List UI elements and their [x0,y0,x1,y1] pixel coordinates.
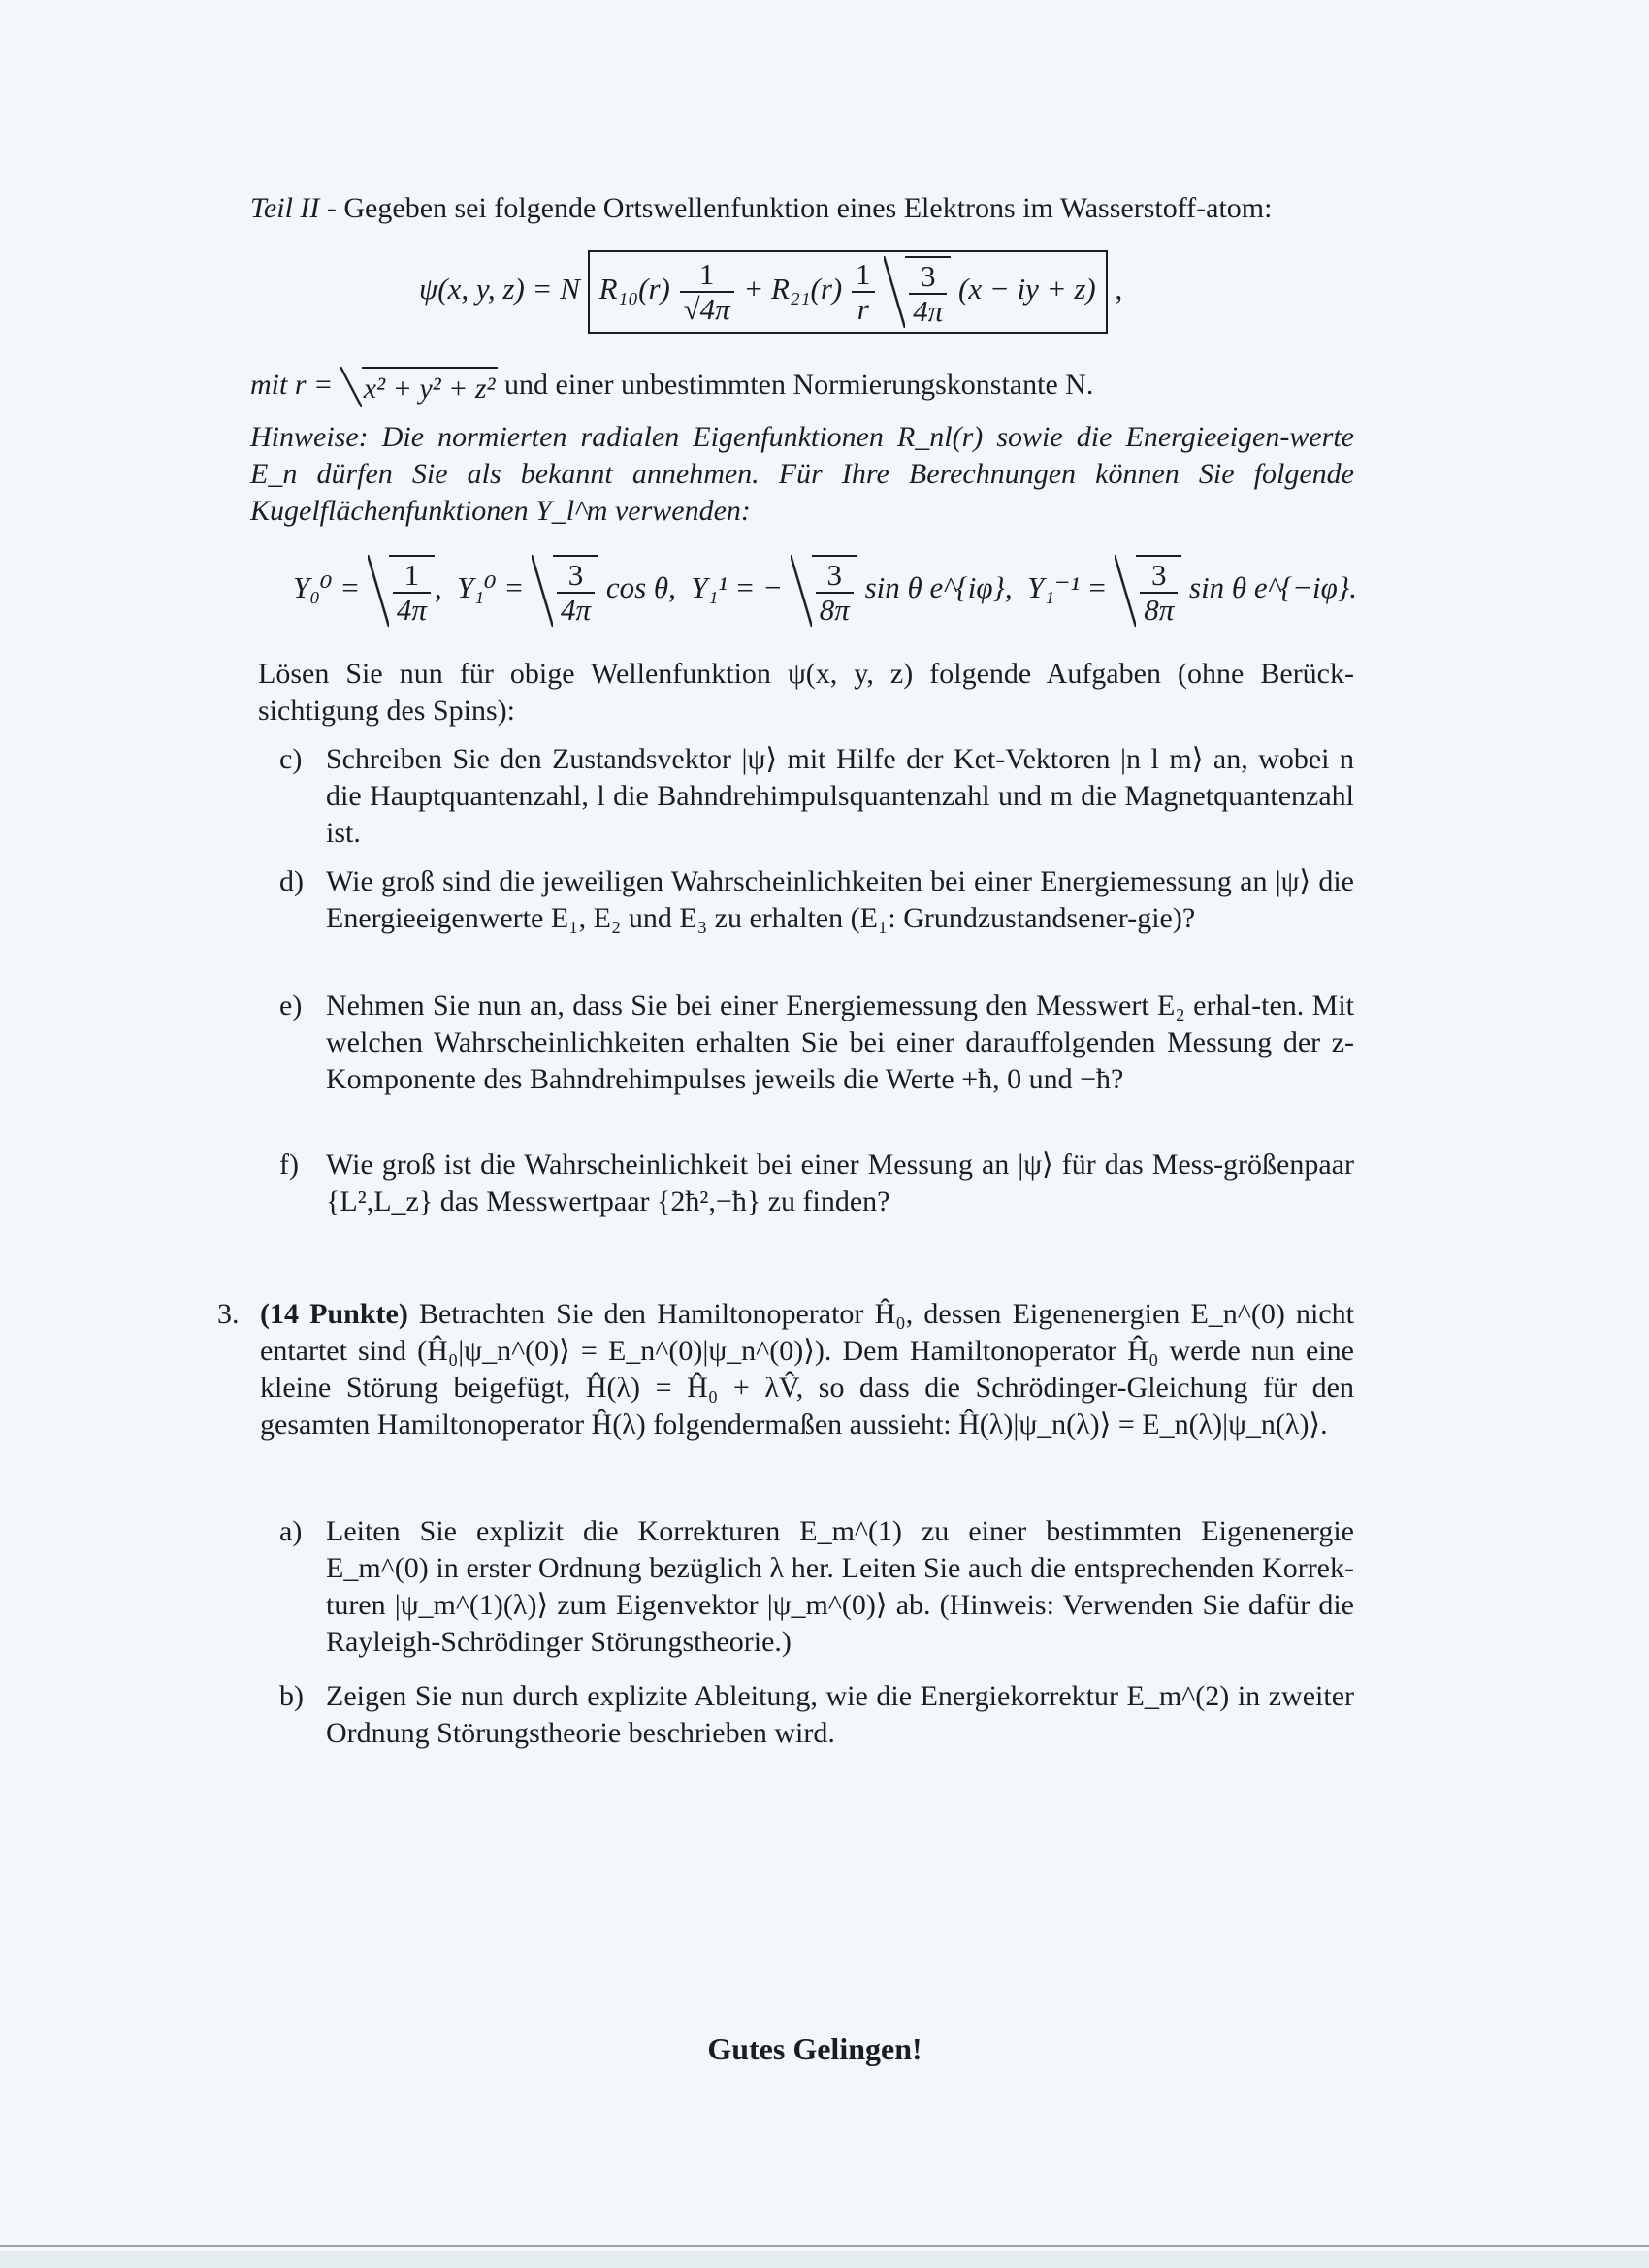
item-d [279,863,1354,937]
y10-label: Y₁⁰ = [457,570,525,605]
teil2-label: Teil II [250,192,320,224]
hinweise-paragraph: Hinweise: Die normierten radialen Eigenfunktionen R_nl(r) sowie die Energieeigen-werte E_n dürfen Sie als bekannt annehmen. Für Ihre Berechnungen können Sie folgende Kugelflächenfunktionen Y_l^m verwenden: [250,421,1354,527]
item-a-label: a) [279,1515,303,1547]
item-a [279,1513,1354,1661]
psi-bracket [588,250,1108,334]
cos-term: cos θ, [605,570,676,605]
psi-end: , [1115,272,1123,307]
y11-sqrt: $\frac{3}{8\pi}$ [791,555,857,627]
item-c-label: c) [279,743,303,775]
mit-b: und einer unbestimmten Normierungskonstante N. [497,369,1094,401]
item-f [279,1147,1354,1220]
loesen-paragraph: Lösen Sie nun für obige Wellenfunktion ψ(x, y, z) folgende Aufgaben (ohne Berück-sichtigung des Spins): [258,658,1354,727]
item-e-label: e) [279,989,303,1021]
item-b-text: Zeigen Sie nun durch explizite Ableitung, wie die Energiekorrektur E_m^(2) in zweiter Ordnung Störungstheorie beschrieben wird. [326,1680,1354,1749]
item-d-label: d) [279,865,304,897]
aufgabe3-points: (14 Punkte) [260,1298,408,1330]
y11-label: Y₁¹ = − [691,570,784,605]
y1m1-label: Y₁⁻¹ = [1027,570,1108,605]
item-c [279,741,1354,852]
y00-sqrt: $\frac{1}{4\pi}$ [368,555,435,627]
y00-label: Y₀⁰ = [293,570,361,605]
r-sqrt: x² + y² + z² [340,367,498,407]
scan-edge-line [0,2245,1649,2247]
frac-1-over-sqrt4pi: $\frac{1}{√4\pi}$ [680,258,734,326]
closing-text: Gutes Gelingen! [707,2031,922,2066]
item-f-text: Wie groß ist die Wahrscheinlichkeit bei einer Messung an |ψ⟩ für das Mess-größenpaar {L²,L_z} das Messwertpaar {2ħ²,−ħ} zu finden? [326,1149,1354,1217]
ylm-equation: Y₀⁰ = $\frac{1}{4\pi}$ , Y₁⁰ = $\frac{3}{4\pi}$ cos θ, Y₁¹ = − $\frac{3}{8\pi}$ sin θ e^{iφ}, Y₁⁻¹ = $\frac{3}{8\pi}$ sin θ e^{−iφ}. [293,555,1357,627]
sin-term-1: sin θ e^{iφ}, [864,570,1013,605]
item-b [279,1678,1354,1752]
item-f-label: f) [279,1149,299,1181]
r10-term: R₁₀(r) [598,272,670,307]
frac-1-over-r: $\frac{1}{r}$ [852,258,875,326]
teil2-intro-text: - Gegeben sei folgende Ortswellenfunktion eines Elektrons im Wasserstoff-atom: [319,192,1273,224]
aufgabe3 [217,1296,1355,1443]
y10-sqrt: $\frac{3}{4\pi}$ [532,555,598,627]
mit-line [250,367,1354,407]
item-e-text: Nehmen Sie nun an, dass Sie bei einer Energiemessung den Messwert E₂ erhal-ten. Mit welchen Wahrscheinlichkeiten erhalten Sie bei einer darauffolgenden Messung der z-Komponente des Bahndrehimpulses jeweils die Werte +ħ, 0 und −ħ? [326,989,1354,1095]
item-b-label: b) [279,1680,304,1712]
sqrt-3-over-4pi: $\frac{3}{4\pi}$ [884,256,951,328]
item-e [279,988,1354,1098]
r21-term: + R₂₁(r) [743,272,843,307]
item-d-text: Wie groß sind die jeweiligen Wahrscheinlichkeiten bei einer Energiemessung an |ψ⟩ die Energieeigenwerte E₁, E₂ und E₃ zu erhalten (E₁: Grundzustandsener-gie)? [326,865,1354,934]
sin-term-2: sin θ e^{−iφ}. [1189,570,1357,605]
item-a-text: Leiten Sie explizit die Korrekturen E_m^(1) zu einer bestimmten Eigenenergie E_m^(0) in erster Ordnung bezüglich λ her. Leiten Sie auch die entsprechenden Korrek-turen |ψ_m^(1)(λ)⟩ zum Eigenvektor |ψ_m^(0)⟩ ab. (Hinweis: Verwenden Sie dafür die Rayleigh-Schrödinger Störungstheorie.) [326,1515,1354,1658]
aufgabe3-text: Betrachten Sie den Hamiltonoperator Ĥ₀, dessen Eigenenergien E_n^(0) nicht entartet sind (Ĥ₀|ψ_n^(0)⟩ = E_n^(0)|ψ_n^(0)⟩). Dem Hamiltonoperator Ĥ₀ werde nun eine kleine Störung beigefügt, Ĥ(λ) = Ĥ₀ + λV̂, so dass die Schrödinger-Gleichung für den gesamten Hamiltonoperator Ĥ(λ) folgendermaßen aussieht: Ĥ(λ)|ψ_n(λ)⟩ = E_n(λ)|ψ_n(λ)⟩. [260,1298,1355,1441]
mit-a: mit r = [250,369,340,401]
y1m1-sqrt: $\frac{3}{8\pi}$ [1115,555,1181,627]
tail-term: (x − iy + z) [958,272,1096,307]
aufgabe3-number: 3. [217,1298,240,1330]
scan-edge [0,2251,1649,2268]
psi-lhs: ψ(x, y, z) = N [419,272,580,307]
item-c-text: Schreiben Sie den Zustandsvektor |ψ⟩ mit Hilfe der Ket-Vektoren |n l m⟩ an, wobei n die Hauptquantenzahl, l die Bahndrehimpulsquantenzahl und m die Magnetquantenzahl ist. [326,743,1354,849]
psi-equation [419,250,1122,334]
teil2-intro [250,190,1354,227]
